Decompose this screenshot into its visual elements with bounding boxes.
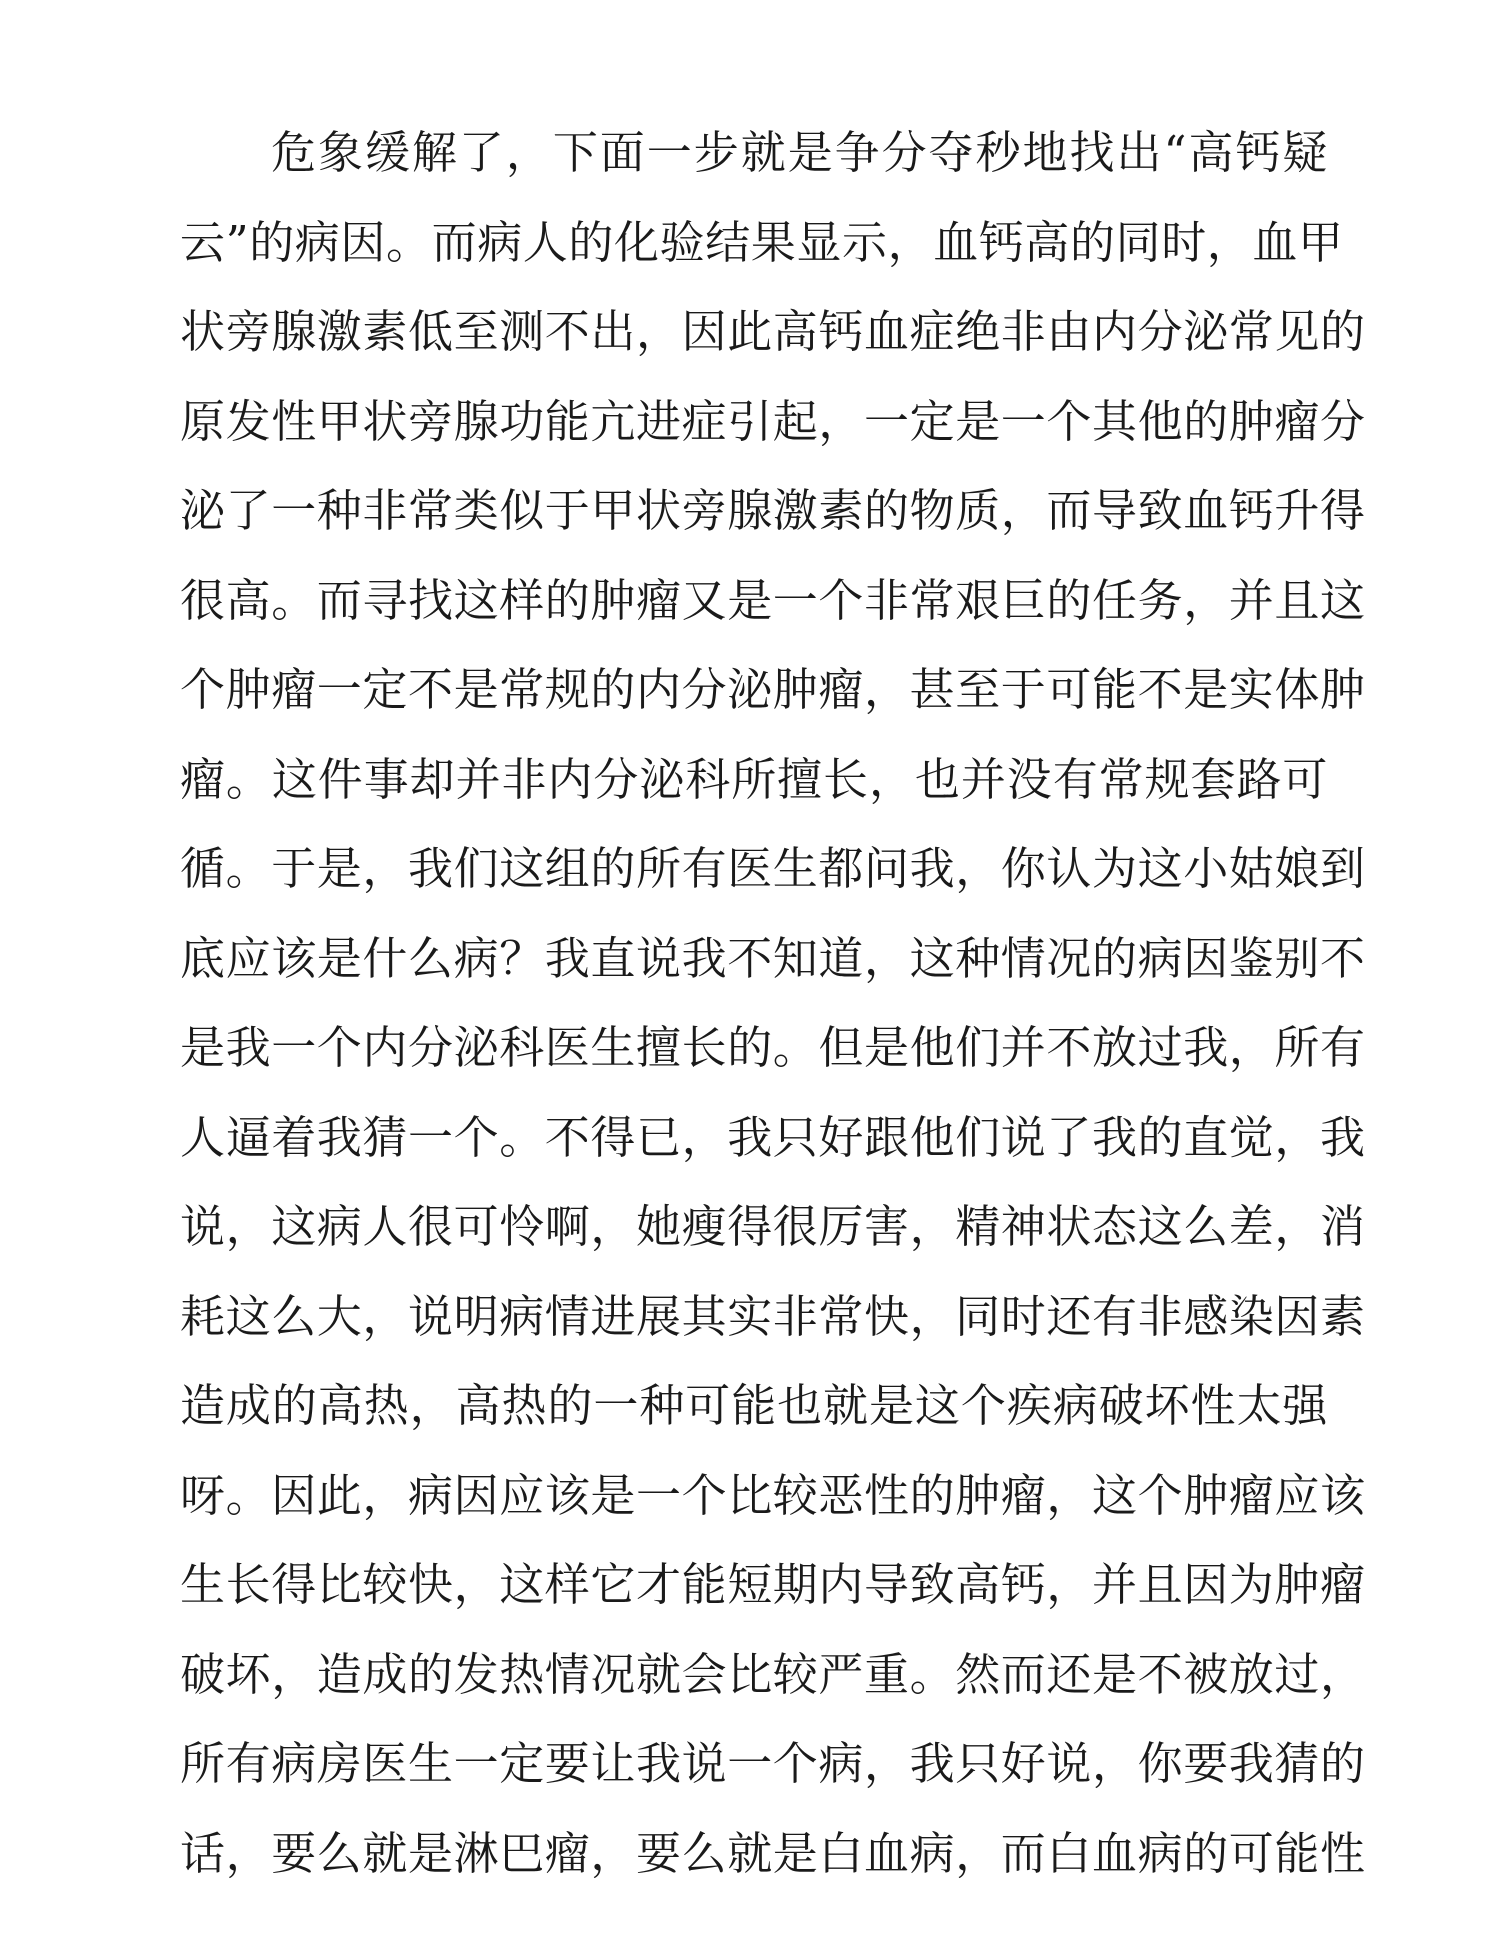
text-line: 底应该是什么病？我直说我不知道，这种情况的病因鉴别不 xyxy=(180,931,1366,985)
text-line: 人逼着我猜一个。不得已，我只好跟他们说了我的直觉，我 xyxy=(180,1110,1366,1164)
text-line: 生长得比较快，这样它才能短期内导致高钙，并且因为肿瘤 xyxy=(180,1558,1366,1611)
text-line: 话，要么就是淋巴瘤，要么就是白血病，而白血病的可能性 xyxy=(180,1826,1366,1880)
text-line: 造成的高热，高热的一种可能也就是这个疾病破坏性太强 xyxy=(180,1379,1328,1432)
text-line: 危象缓解了，下面一步就是争分夺秒地找出“高钙疑 xyxy=(271,126,1328,179)
text-line: 瘤。这件事却并非内分泌科所擅长，也并没有常规套路可 xyxy=(180,752,1328,806)
text-line: 状旁腺激素低至测不出，因此高钙血症绝非由内分泌常见的 xyxy=(180,305,1366,358)
text-line: 破坏，造成的发热情况就会比较严重。然而还是不被放过， xyxy=(180,1647,1366,1701)
text-line: 泌了一种非常类似于甲状旁腺激素的物质，而导致血钙升得 xyxy=(180,484,1366,537)
text-line: 说，这病人很可怜啊，她瘦得很厉害，精神状态这么差，消 xyxy=(180,1200,1366,1253)
text-line: 原发性甲状旁腺功能亢进症引起，一定是一个其他的肿瘤分 xyxy=(180,394,1366,448)
text-line: 呀。因此，病因应该是一个比较恶性的肿瘤，这个肿瘤应该 xyxy=(180,1468,1366,1522)
text-line: 循。于是，我们这组的所有医生都问我，你认为这小姑娘到 xyxy=(180,842,1366,895)
text-line: 云”的病因。而病人的化验结果显示，血钙高的同时，血甲 xyxy=(180,215,1344,269)
text-line: 很高。而寻找这样的肿瘤又是一个非常艰巨的任务，并且这 xyxy=(180,573,1366,627)
text-line: 耗这么大，说明病情进展其实非常快，同时还有非感染因素 xyxy=(180,1289,1366,1343)
body-paragraph xyxy=(180,108,1366,1898)
text-line: 是我一个内分泌科医生擅长的。但是他们并不放过我，所有 xyxy=(180,1021,1366,1074)
text-line: 所有病房医生一定要让我说一个病，我只好说，你要我猜的 xyxy=(180,1737,1366,1790)
text-line: 个肿瘤一定不是常规的内分泌肿瘤，甚至于可能不是实体肿 xyxy=(180,663,1366,716)
